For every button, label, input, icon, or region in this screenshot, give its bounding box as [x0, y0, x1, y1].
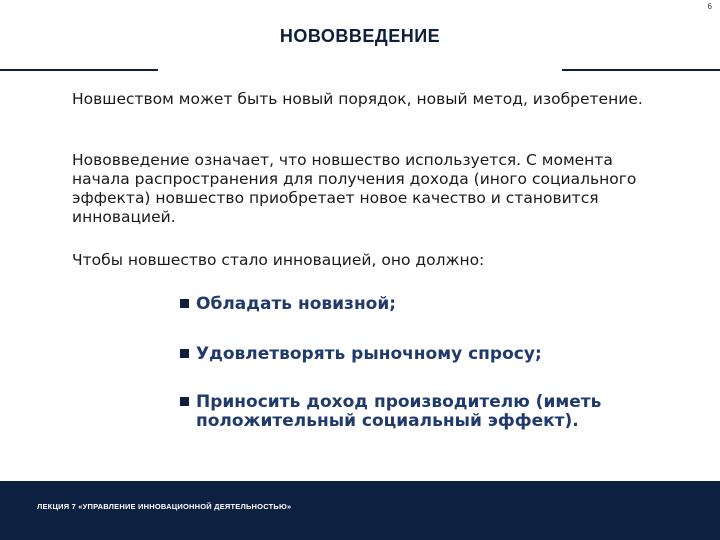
list-item [180, 393, 700, 431]
paragraph-requirements-intro: Чтобы новшество стало инновацией, оно должно: [72, 251, 485, 269]
slide-title: НОВОВВЕДЕНИЕ [279, 26, 441, 46]
list-item-text: Приносить доход производителю (иметь положительный социальный эффект). [196, 392, 602, 431]
square-bullet-icon [180, 299, 189, 308]
list-item [180, 295, 700, 314]
list-item [180, 345, 700, 364]
title-divider-left [0, 69, 158, 71]
page-number: 6 [707, 2, 712, 11]
list-item-text: Удовлетворять рыночному спросу; [196, 344, 542, 364]
footer-bar [0, 481, 720, 540]
square-bullet-icon [180, 397, 189, 406]
paragraph-definition: Новшеством может быть новый порядок, новый метод, изобретение. [72, 90, 643, 108]
paragraph-innovation: Нововведение означает, что новшество используется. С момента начала распространения для получения дохода (иного социального эффекта) новшество приобретает новое качество и становится инновацией. [72, 151, 637, 226]
title-divider-right [562, 69, 720, 71]
square-bullet-icon [180, 349, 189, 358]
list-item-text: Обладать новизной; [196, 294, 397, 314]
footer-lecture-title: ЛЕКЦИЯ 7 «УПРАВЛЕНИЕ ИННОВАЦИОННОЙ ДЕЯТЕЛЬНОСТЬЮ» [37, 502, 292, 511]
